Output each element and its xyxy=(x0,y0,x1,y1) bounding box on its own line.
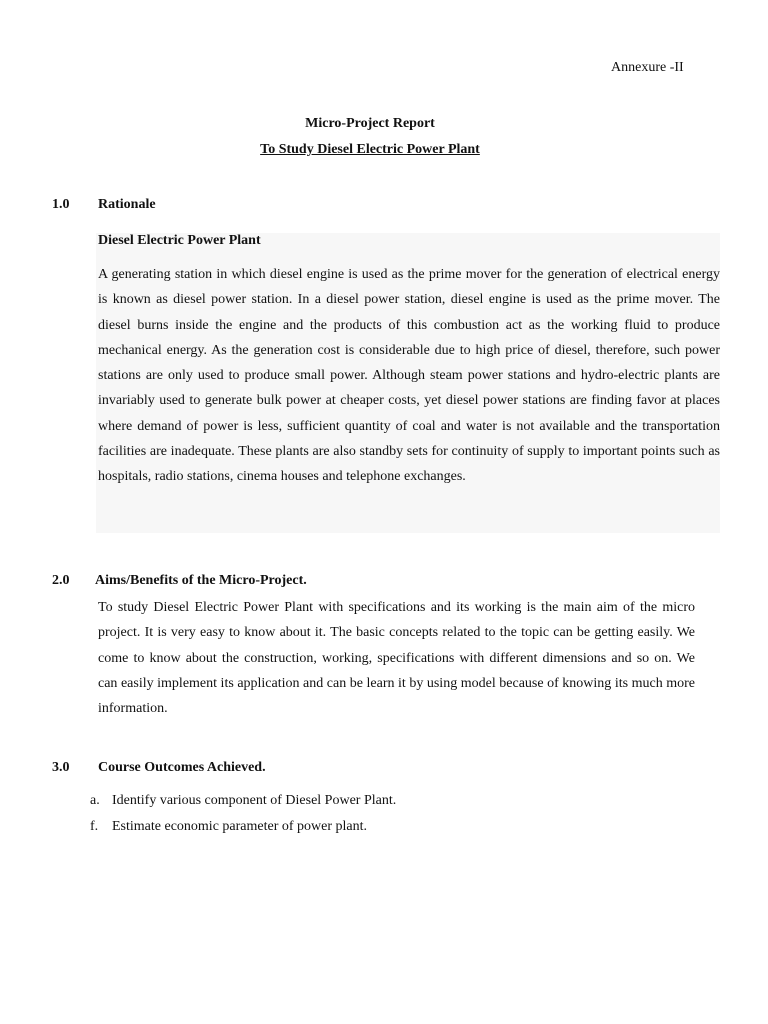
outcome-marker: a. xyxy=(90,793,100,808)
section-3-title: Course Outcomes Achieved. xyxy=(98,760,266,775)
section-1-title: Rationale xyxy=(98,197,156,212)
outcome-item xyxy=(90,793,396,809)
report-subtitle: To Study Diesel Electric Power Plant xyxy=(260,142,480,157)
report-title: Micro-Project Report xyxy=(305,116,435,131)
section-1-number: 1.0 xyxy=(52,197,70,212)
section-3-number: 3.0 xyxy=(52,760,70,775)
section-2-title: Aims/Benefits of the Micro-Project. xyxy=(95,573,307,588)
outcome-text: Estimate economic parameter of power plant. xyxy=(112,819,368,834)
section-2-body: To study Diesel Electric Power Plant with specifications and its working is the main aim of the micro project. It is very easy to know about it. The basic concepts related to the topic can be getting easily. We come to know about the construction, working, specifications with different dimensions and so on. We can easily implement its application and can be learn it by using model because of knowing its much more information. xyxy=(98,600,695,717)
section-1-sub-heading: Diesel Electric Power Plant xyxy=(98,233,261,248)
section-1-body: A generating station in which diesel engine is used as the prime mover for the generation of electrical energy is known as diesel power station. In a diesel power station, diesel engine is used as the prime mover. The diesel burns inside the engine and the products of this combustion act as the working fluid to produce mechanical energy. As the generation cost is considerable due to high price of diesel, therefore, such power stations are only used to produce small power. Although steam power stations and hydro-electric plants are invariably used to generate bulk power at cheaper costs, yet diesel power stations are finding favor at places where demand of power is less, sufficient quantity of coal and water is not available and the transportation facilities are inadequate. These plants are also standby sets for continuity of supply to important points such as hospitals, radio stations, cinema houses and telephone exchanges. xyxy=(98,267,720,485)
outcome-text: Identify various component of Diesel Power Plant. xyxy=(112,793,397,808)
annexure-label: Annexure -II xyxy=(611,60,684,75)
outcome-marker: f. xyxy=(90,819,99,834)
section-2-number: 2.0 xyxy=(52,573,70,588)
outcome-item xyxy=(90,819,367,835)
